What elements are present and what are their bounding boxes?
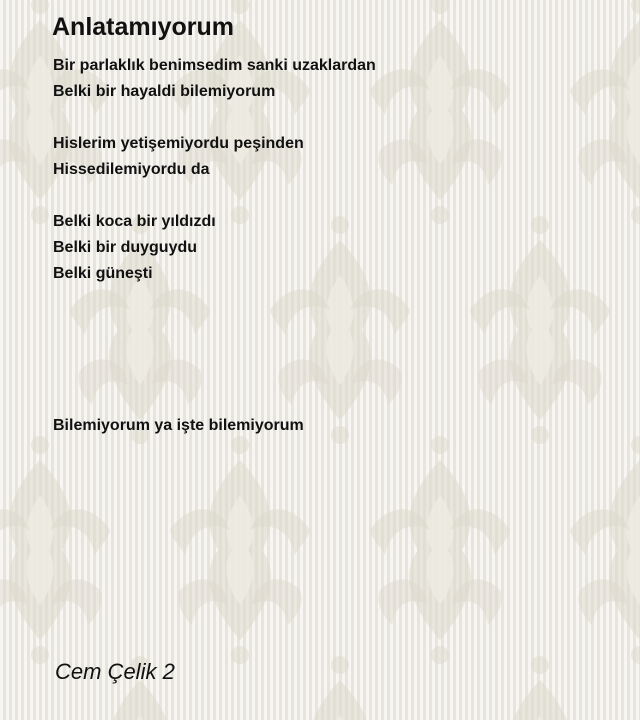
poem-line: Belki bir duyguydu <box>53 239 198 256</box>
poem-body <box>53 53 613 465</box>
stanza-4 <box>53 413 613 439</box>
poem-line: Hislerim yetişemiyordu peşinden <box>53 135 304 152</box>
poem-line: Belki bir hayaldi bilemiyorum <box>53 83 276 100</box>
stanza-2 <box>53 131 613 183</box>
poem-author: Cem Çelik 2 <box>55 659 175 684</box>
stanza-3 <box>53 209 613 287</box>
poem-line: Bir parlaklık benimsedim sanki uzaklardan <box>53 57 376 74</box>
poem-line: Bilemiyorum ya işte bilemiyorum <box>53 417 304 434</box>
poem-line: Belki koca bir yıldızdı <box>53 213 216 230</box>
stanza-1 <box>53 53 613 105</box>
poem-line: Hissedilemiyordu da <box>53 161 210 178</box>
poem-line: Belki güneşti <box>53 265 153 282</box>
poem-title: Anlatamıyorum <box>52 13 234 41</box>
